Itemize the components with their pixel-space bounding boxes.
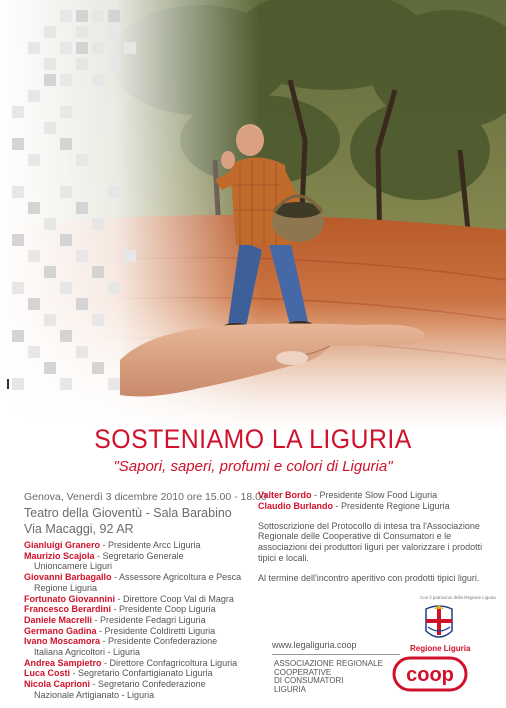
speaker-item: Andrea Sampietro - Direttore Confagricoltura Liguria [24, 657, 238, 668]
speaker-role-continuation: Unioncamere Liguri [34, 561, 113, 572]
registration-mark [7, 379, 9, 389]
footer-divider [272, 654, 400, 655]
speaker-role-continuation: Regione Liguria [34, 582, 98, 593]
page-title: SOSTENIAMO LA LIGURIA [94, 424, 412, 454]
speaker-item: Daniele Macrelli - Presidente Fedagri Liguria [24, 614, 206, 625]
speaker-item: Francesco Berardini - Presidente Coop Liguria [24, 604, 216, 615]
speaker-item: Maurizio Scajola - Segretario Generale [24, 550, 184, 561]
patrocinio-label: Con il patrocinio della Regione Liguria [420, 595, 496, 600]
event-info [24, 490, 267, 537]
right-column [258, 490, 498, 584]
speaker-item: Ivano Moscamora - Presidente Confederazione [24, 636, 218, 647]
speakers-list [24, 540, 274, 701]
speaker-item: Claudio Burlando - Presidente Regione Liguria [258, 500, 450, 511]
coop-logo-text: coop [406, 664, 454, 686]
website-link[interactable]: www.legaliguria.coop [272, 640, 357, 650]
event-date-time: Genova, Venerdì 3 dicembre 2010 ore 15.00 - 18.00 [24, 491, 267, 503]
speaker-item: Germano Gadina - Presidente Coldiretti Liguria [24, 625, 216, 636]
subtitle: "Sapori, saperi, profumi e colori di Liguria" [113, 458, 393, 475]
protocol-text: Sottoscrizione del Protocollo di intesa tra l'Associazione Regionale delle Cooperative di Consumatori e le associazioni dei produttori liguri per valorizzare i prodotti tipici e locali. [258, 520, 483, 563]
speaker-item: Gianluigi Granero - Presidente Arcc Liguria [24, 540, 201, 550]
aperitivo-text: Al termine dell'incontro aperitivo con prodotti tipici liguri. [258, 572, 480, 583]
speaker-item: Nicola Caprioni - Segretario Confederazione [24, 679, 206, 690]
regione-liguria-crest-icon [416, 605, 462, 643]
association-name: ASSOCIAZIONE REGIONALE COOPERATIVE DI CONSUMATORI LIGURIA [274, 659, 383, 694]
event-address: Via Macaggi, 92 AR [24, 522, 134, 536]
speaker-item: Luca Costi - Segretario Confartigianato Liguria [24, 668, 213, 679]
coop-logo [392, 654, 468, 694]
event-venue: Teatro della Gioventù - Sala Barabino [24, 506, 232, 520]
speaker-role-continuation: Italiana Agricoltori - Liguria [34, 647, 141, 658]
speaker-role-continuation: Nazionale Artigianato - Liguria [34, 689, 155, 700]
regione-liguria-label: Regione Liguria [410, 644, 471, 653]
speaker-item: Valter Bordo - Presidente Slow Food Liguria [258, 490, 438, 500]
speaker-item: Fortunato Giovannini - Direttore Coop Val di Magra [24, 593, 234, 604]
speaker-item: Giovanni Barbagallo - Assessore Agricoltura e Pesca [24, 572, 242, 583]
